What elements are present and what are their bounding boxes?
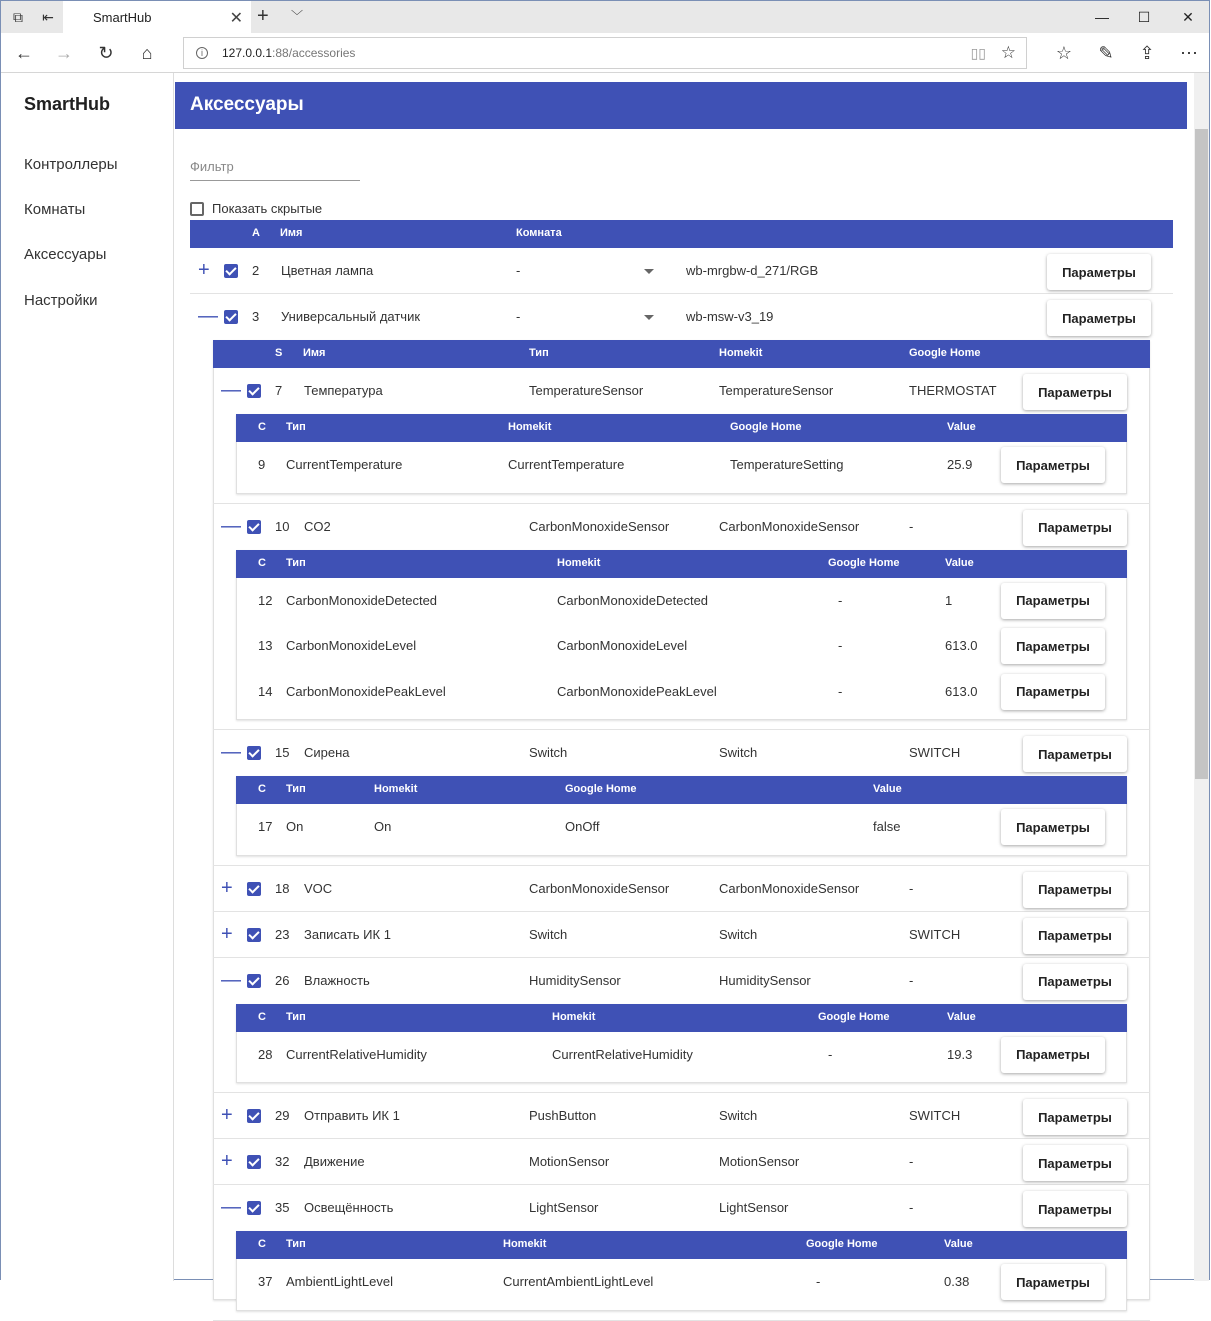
characteristics-header xyxy=(236,550,1127,578)
dropdown-arrow-icon[interactable] xyxy=(644,269,654,274)
accessory-id: 3 xyxy=(252,309,260,324)
params-button[interactable]: Параметры xyxy=(1023,918,1127,954)
params-button[interactable]: Параметры xyxy=(1023,1145,1127,1181)
service-row xyxy=(213,504,1150,550)
service-id: 35 xyxy=(275,1200,290,1215)
page-title: Аксессуары xyxy=(175,82,1187,129)
service-type: CarbonMonoxideSensor xyxy=(529,518,670,534)
service-checkbox[interactable] xyxy=(247,384,261,398)
service-row xyxy=(213,958,1150,1004)
characteristic-id: 28 xyxy=(258,1046,273,1062)
expand-icon[interactable]: + xyxy=(221,1104,233,1126)
expand-icon[interactable]: + xyxy=(221,922,233,945)
params-button[interactable]: Параметры xyxy=(1023,736,1127,772)
characteristic-google: - xyxy=(828,1046,833,1062)
set-aside-tabs-icon[interactable]: ⇤ xyxy=(42,8,54,25)
params-button[interactable]: Параметры xyxy=(1001,583,1105,619)
service-type: CarbonMonoxideSensor xyxy=(529,880,670,896)
service-type: Switch xyxy=(529,745,568,760)
show-hidden-checkbox[interactable] xyxy=(190,202,204,216)
characteristic-row xyxy=(236,804,1127,850)
service-homekit: HumiditySensor xyxy=(719,972,811,988)
params-button[interactable]: Параметры xyxy=(1001,1264,1105,1300)
service-type: Switch xyxy=(529,926,568,942)
characteristic-row xyxy=(236,623,1127,669)
column-header-homekit: Homekit xyxy=(557,556,601,569)
column-header-homekit: Homekit xyxy=(719,347,763,359)
characteristic-google: - xyxy=(816,1274,821,1289)
characteristic-type: AmbientLightLevel xyxy=(286,1274,393,1289)
service-google: SWITCH xyxy=(909,926,961,942)
service-name: Влажность xyxy=(304,972,370,988)
collapse-icon[interactable]: — xyxy=(221,741,241,763)
column-header-google: Google Home xyxy=(806,1238,878,1250)
star-icon[interactable]: ☆ xyxy=(1000,43,1016,62)
service-google: - xyxy=(909,518,914,534)
characteristic-row xyxy=(236,578,1127,624)
characteristics-header xyxy=(236,1004,1127,1032)
service-name: VOC xyxy=(304,880,333,896)
service-homekit: Switch xyxy=(719,745,758,760)
sidebar-item-settings[interactable]: Настройки xyxy=(24,292,98,309)
characteristic-value: 25.9 xyxy=(947,457,973,472)
characteristic-id: 17 xyxy=(258,819,273,834)
service-type: LightSensor xyxy=(529,1200,599,1215)
forward-icon[interactable]: → xyxy=(55,42,73,63)
service-id: 18 xyxy=(275,880,290,896)
characteristic-type: CarbonMonoxideDetected xyxy=(286,592,438,608)
characteristic-row xyxy=(236,1259,1127,1305)
accessory-id: 2 xyxy=(252,263,260,278)
column-header-value: Value xyxy=(947,1010,976,1023)
column-header-type: Тип xyxy=(286,1238,306,1250)
service-id: 32 xyxy=(275,1154,290,1169)
collapse-icon[interactable]: — xyxy=(221,379,241,401)
new-tab-icon[interactable]: + xyxy=(257,5,269,27)
service-row xyxy=(213,866,1150,912)
service-checkbox[interactable] xyxy=(247,1109,261,1123)
service-id: 29 xyxy=(275,1108,290,1123)
service-id: 15 xyxy=(275,745,290,760)
service-id: 26 xyxy=(275,972,290,988)
service-checkbox[interactable] xyxy=(247,974,261,988)
home-icon[interactable]: ⌂ xyxy=(141,42,153,63)
params-button[interactable]: Параметры xyxy=(1023,872,1127,908)
characteristic-google: TemperatureSetting xyxy=(730,457,844,472)
service-homekit: TemperatureSensor xyxy=(719,383,834,398)
navigation-bar xyxy=(1,33,1209,73)
accessories-header xyxy=(190,220,1173,248)
characteristic-type: CurrentRelativeHumidity xyxy=(286,1046,427,1062)
characteristic-row xyxy=(236,669,1127,715)
service-type: HumiditySensor xyxy=(529,972,621,988)
collapse-icon[interactable]: — xyxy=(221,514,241,537)
service-checkbox[interactable] xyxy=(247,520,261,534)
service-row xyxy=(213,730,1150,776)
brand-title: SmartHub xyxy=(24,94,111,114)
service-checkbox[interactable] xyxy=(247,746,261,760)
expand-icon[interactable]: + xyxy=(221,1150,233,1172)
service-google: SWITCH xyxy=(909,1108,961,1123)
dropdown-arrow-icon[interactable] xyxy=(644,315,654,320)
expand-icon[interactable]: + xyxy=(198,259,210,281)
expand-icon[interactable]: + xyxy=(221,876,233,899)
column-header-google: Google Home xyxy=(730,421,802,433)
characteristic-id: 9 xyxy=(258,457,266,472)
accessory-row xyxy=(190,294,1173,340)
service-homekit: MotionSensor xyxy=(719,1154,800,1169)
service-name: Освещённость xyxy=(304,1200,394,1215)
characteristic-id: 14 xyxy=(258,683,273,699)
characteristic-value: 613.0 xyxy=(945,683,978,699)
characteristic-homekit: CarbonMonoxideLevel xyxy=(557,638,688,653)
characteristic-type: CarbonMonoxidePeakLevel xyxy=(286,683,446,699)
characteristic-homekit: CarbonMonoxidePeakLevel xyxy=(557,683,717,699)
column-header-google: Google Home xyxy=(828,556,900,569)
service-name: Сирена xyxy=(304,745,350,760)
characteristics-header xyxy=(236,776,1127,804)
characteristic-google: - xyxy=(838,683,843,699)
service-name: Записать ИК 1 xyxy=(304,926,391,942)
service-row xyxy=(213,1093,1150,1139)
characteristic-homekit: CurrentRelativeHumidity xyxy=(552,1046,693,1062)
service-checkbox[interactable] xyxy=(247,882,261,896)
sidebar xyxy=(1,73,174,1281)
close-window-icon[interactable]: ✕ xyxy=(1182,8,1194,25)
minimize-icon[interactable]: — xyxy=(1095,9,1109,25)
params-button[interactable]: Параметры xyxy=(1023,374,1127,410)
service-google: - xyxy=(909,880,914,896)
service-checkbox[interactable] xyxy=(247,1201,261,1215)
reading-view-icon[interactable]: ▯▯ xyxy=(970,45,986,61)
favorites-icon[interactable]: ☆ xyxy=(1055,42,1073,63)
column-header-value: Value xyxy=(945,556,974,569)
sidebar-item-controllers[interactable]: Контроллеры xyxy=(24,156,118,173)
characteristic-type: CarbonMonoxideLevel xyxy=(286,638,417,653)
main-content xyxy=(175,73,1194,1290)
column-header-type: Тип xyxy=(286,1010,306,1023)
service-google: - xyxy=(909,972,914,988)
service-homekit: LightSensor xyxy=(719,1200,789,1215)
service-homekit: Switch xyxy=(719,1108,758,1123)
params-button[interactable]: Параметры xyxy=(1001,1037,1105,1073)
service-checkbox[interactable] xyxy=(247,928,261,942)
collapse-icon[interactable]: — xyxy=(221,1196,241,1218)
characteristic-homekit: CurrentTemperature xyxy=(508,457,625,472)
column-header-a: A xyxy=(252,227,260,239)
refresh-icon[interactable]: ↻ xyxy=(98,42,114,63)
service-google: SWITCH xyxy=(909,745,961,760)
params-button[interactable]: Параметры xyxy=(1047,254,1151,290)
characteristic-homekit: CurrentAmbientLightLevel xyxy=(503,1274,654,1289)
accessory-checkbox[interactable] xyxy=(224,310,238,324)
column-header-value: Value xyxy=(944,1238,973,1250)
service-name: CO2 xyxy=(304,518,331,534)
characteristic-row xyxy=(236,442,1127,488)
service-row xyxy=(213,1139,1150,1185)
url-host: 127.0.0.1 xyxy=(222,46,273,60)
service-homekit: CarbonMonoxideSensor xyxy=(719,518,860,534)
maximize-icon[interactable]: ☐ xyxy=(1137,8,1151,25)
sidebar-item-rooms[interactable]: Комнаты xyxy=(24,201,86,218)
service-homekit: CarbonMonoxideSensor xyxy=(719,880,860,896)
column-header-name: Имя xyxy=(303,347,326,359)
url-path: :88/accessories xyxy=(272,46,356,60)
characteristic-google: OnOff xyxy=(565,819,600,834)
column-header-homekit: Homekit xyxy=(503,1238,547,1250)
accessory-row xyxy=(190,248,1173,294)
characteristic-google: - xyxy=(838,592,843,608)
characteristic-value: 613.0 xyxy=(945,638,978,653)
accessory-name: Универсальный датчик xyxy=(281,309,421,324)
service-google: - xyxy=(909,1200,914,1215)
info-icon[interactable]: i xyxy=(196,47,208,59)
column-header-c: C xyxy=(258,421,266,433)
characteristic-homekit: CarbonMonoxideDetected xyxy=(557,592,709,608)
service-name: Движение xyxy=(304,1154,365,1169)
service-checkbox[interactable] xyxy=(247,1155,261,1169)
column-header-google: Google Home xyxy=(818,1010,890,1023)
column-header-value: Value xyxy=(873,783,902,795)
service-google: THERMOSTAT xyxy=(909,383,997,398)
show-hidden-toggle[interactable] xyxy=(190,201,322,216)
params-button[interactable]: Параметры xyxy=(1047,300,1151,336)
service-row xyxy=(213,912,1150,958)
params-button[interactable]: Параметры xyxy=(1001,674,1105,710)
browser-tab[interactable] xyxy=(63,1,251,33)
sidebar-item-accessories[interactable]: Аксессуары xyxy=(24,246,107,263)
params-button[interactable]: Параметры xyxy=(1001,628,1105,664)
column-header-room: Комната xyxy=(516,227,562,239)
characteristic-homekit: On xyxy=(374,819,392,834)
filter-input[interactable]: Фильтр xyxy=(190,159,360,181)
column-header-homekit: Homekit xyxy=(374,783,418,795)
characteristic-type: On xyxy=(286,819,304,834)
accessory-device: wb-mrgbw-d_271/RGB xyxy=(686,263,819,278)
params-button[interactable]: Параметры xyxy=(1023,510,1127,546)
room-select[interactable]: - xyxy=(516,263,521,278)
tab-title: SmartHub xyxy=(93,9,152,25)
column-header-c: C xyxy=(258,783,266,795)
params-button[interactable]: Параметры xyxy=(1001,809,1105,845)
column-header-c: C xyxy=(258,1010,266,1023)
more-icon[interactable]: ⋯ xyxy=(1180,42,1198,63)
characteristic-value: 0.38 xyxy=(944,1274,970,1289)
characteristic-value: false xyxy=(873,819,901,834)
service-google: - xyxy=(909,1154,914,1169)
service-id: 10 xyxy=(275,518,290,534)
tab-manager-icon[interactable]: ⧉ xyxy=(13,8,23,25)
characteristic-google: - xyxy=(838,638,843,653)
params-button[interactable]: Параметры xyxy=(1023,964,1127,1000)
characteristic-id: 12 xyxy=(258,592,273,608)
pen-icon[interactable]: ✎ xyxy=(1098,42,1114,63)
accessory-name: Цветная лампа xyxy=(281,263,374,278)
column-header-google: Google Home xyxy=(565,783,637,795)
services-header xyxy=(213,340,1150,368)
service-id: 23 xyxy=(275,926,290,942)
characteristic-id: 13 xyxy=(258,638,273,653)
accessory-device: wb-msw-v3_19 xyxy=(686,309,774,324)
service-row xyxy=(213,1185,1150,1231)
params-button[interactable]: Параметры xyxy=(1001,447,1105,483)
column-header-c: C xyxy=(258,556,266,569)
service-row xyxy=(213,368,1150,414)
characteristic-value: 19.3 xyxy=(947,1046,973,1062)
column-header-type: Тип xyxy=(286,783,306,795)
show-hidden-label: Показать скрытые xyxy=(212,201,323,216)
tab-bar xyxy=(1,1,1209,33)
column-header-type: Тип xyxy=(286,421,306,433)
row-divider xyxy=(213,1320,1150,1321)
params-button[interactable]: Параметры xyxy=(1023,1099,1127,1135)
service-homekit: Switch xyxy=(719,926,758,942)
params-button[interactable]: Параметры xyxy=(1023,1191,1127,1227)
collapse-icon[interactable]: — xyxy=(221,968,241,991)
column-header-s: S xyxy=(275,347,283,359)
room-select[interactable]: - xyxy=(516,309,521,324)
collapse-icon[interactable]: — xyxy=(198,305,218,327)
share-icon[interactable]: ⇪ xyxy=(1139,42,1155,63)
column-header-homekit: Homekit xyxy=(508,421,552,433)
scrollbar[interactable] xyxy=(1194,73,1209,1281)
column-header-homekit: Homekit xyxy=(552,1010,596,1023)
characteristic-type: CurrentTemperature xyxy=(286,457,403,472)
scrollbar-thumb[interactable] xyxy=(1195,129,1208,779)
column-header-type: Тип xyxy=(286,556,306,569)
service-type: MotionSensor xyxy=(529,1154,610,1169)
accessory-checkbox[interactable] xyxy=(224,264,238,278)
back-icon[interactable]: ← xyxy=(15,42,33,63)
service-id: 7 xyxy=(275,383,283,398)
service-name: Отправить ИК 1 xyxy=(304,1108,400,1123)
chevron-down-icon[interactable]: ﹀ xyxy=(291,9,304,23)
characteristic-row xyxy=(236,1032,1127,1078)
close-tab-icon[interactable]: ✕ xyxy=(229,10,243,27)
characteristics-header xyxy=(236,414,1127,442)
characteristic-id: 37 xyxy=(258,1274,273,1289)
service-name: Температура xyxy=(304,383,383,398)
characteristics-header xyxy=(236,1231,1127,1259)
service-type: PushButton xyxy=(529,1108,597,1123)
column-header-type: Тип xyxy=(529,347,549,359)
address-bar[interactable] xyxy=(183,37,1027,69)
column-header-c: C xyxy=(258,1238,266,1250)
column-header-value: Value xyxy=(947,421,976,433)
service-type: TemperatureSensor xyxy=(529,383,644,398)
column-header-name: Имя xyxy=(280,227,303,239)
characteristic-value: 1 xyxy=(945,592,953,608)
column-header-google: Google Home xyxy=(909,347,981,359)
